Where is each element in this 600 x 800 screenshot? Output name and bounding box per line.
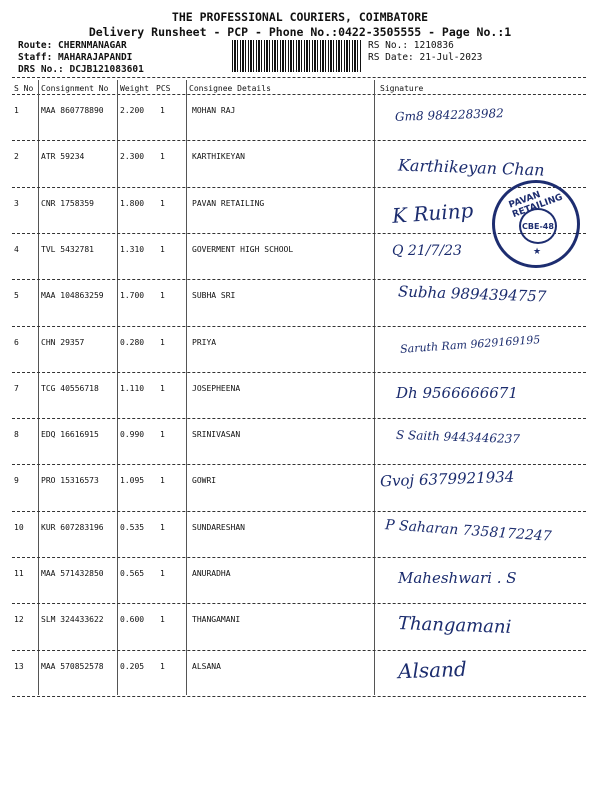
- row-weight: 1.310: [120, 244, 145, 254]
- row-sno: 13: [14, 661, 24, 671]
- row-consignee: ALSANA: [192, 661, 221, 671]
- row-consignment-no: MAA 860778890: [41, 106, 104, 115]
- col-header-consignment: Consignment No: [41, 84, 109, 93]
- row-weight: 0.280: [120, 337, 145, 347]
- row-consignee: PAVAN RETAILING: [192, 198, 265, 208]
- row-sno: 3: [14, 198, 19, 208]
- row-signature: Dh 9566666671: [396, 383, 518, 402]
- row-pcs: 1: [160, 661, 165, 671]
- col-header-signature: Signature: [380, 84, 424, 93]
- row-sno: 4: [14, 244, 19, 254]
- rs-date: RS Date: 21-Jul-2023: [368, 52, 483, 63]
- row-weight: 2.200: [120, 106, 145, 115]
- row-weight: 1.700: [120, 291, 145, 301]
- row-divider: [12, 372, 586, 373]
- route-label: Route: CHERNMANAGAR: [18, 40, 127, 51]
- row-pcs: 1: [160, 615, 165, 625]
- row-consignee: THANGAMANI: [192, 615, 241, 625]
- row-consignment-no: KUR 607283196: [41, 522, 104, 532]
- staff-label: Staff: MAHARAJAPANDI: [18, 52, 133, 63]
- row-consignment-no: CHN 29357: [41, 337, 85, 347]
- row-pcs: 1: [160, 430, 165, 440]
- row-divider: [12, 603, 586, 604]
- row-pcs: 1: [160, 152, 165, 162]
- row-consignee: MOHAN RAJ: [192, 106, 236, 115]
- row-consignee: ANURADHA: [192, 569, 231, 578]
- row-weight: 0.205: [120, 661, 145, 671]
- pavan-retailing-stamp: [492, 180, 580, 268]
- row-consignment-no: MAA 570852578: [41, 661, 104, 671]
- row-divider: [12, 464, 586, 465]
- row-sno: 5: [14, 291, 19, 301]
- row-consignment-no: PRO 15316573: [41, 476, 99, 486]
- stamp-center: CBE-48: [519, 208, 557, 244]
- row-consignee: GOVERMENT HIGH SCHOOL: [192, 244, 294, 254]
- row-weight: 2.300: [120, 152, 145, 162]
- row-weight: 0.600: [120, 615, 145, 625]
- row-sno: 11: [14, 569, 24, 578]
- row-divider: [12, 187, 586, 188]
- row-signature: Gvoj 6379921934: [379, 468, 515, 491]
- row-consignee: SUNDARESHAN: [192, 522, 245, 532]
- row-consignment-no: MAA 571432850: [41, 569, 104, 578]
- row-weight: 0.565: [120, 569, 145, 578]
- barcode: [232, 40, 362, 72]
- row-weight: 1.095: [120, 476, 145, 486]
- row-pcs: 1: [160, 198, 165, 208]
- row-signature: Alsand: [397, 656, 468, 683]
- row-signature: Maheshwari . S: [398, 569, 517, 587]
- row-signature: Q 21/7/23: [392, 242, 462, 259]
- runsheet-subtitle: Delivery Runsheet - PCP - Phone No.:0422-3505555 - Page No.:1: [88, 25, 512, 39]
- row-divider: [12, 696, 586, 697]
- row-divider: [12, 557, 586, 558]
- col-header-weight: Weight: [120, 84, 149, 93]
- company-title: THE PROFESSIONAL COURIERS, COIMBATORE: [171, 10, 429, 24]
- row-sno: 1: [14, 106, 19, 115]
- col-header-consignee: Consignee Details: [189, 84, 271, 93]
- row-consignment-no: EDQ 16616915: [41, 430, 99, 440]
- row-consignment-no: TVL 5432781: [41, 244, 94, 254]
- top-divider: [12, 77, 586, 78]
- row-sno: 2: [14, 152, 19, 162]
- row-consignee: KARTHIKEYAN: [192, 152, 245, 162]
- row-consignment-no: MAA 104863259: [41, 291, 104, 301]
- row-consignee: GOWRI: [192, 476, 217, 486]
- row-divider: [12, 418, 586, 419]
- row-sno: 8: [14, 430, 19, 440]
- row-consignee: PRIYA: [192, 337, 217, 347]
- row-weight: 1.110: [120, 383, 145, 393]
- row-divider: [12, 279, 586, 280]
- row-sno: 9: [14, 476, 19, 486]
- row-consignment-no: SLM 324433622: [41, 615, 104, 625]
- star-icon: ★: [533, 247, 542, 257]
- row-consignee: JOSEPHEENA: [192, 383, 241, 393]
- row-signature: S Saith 9443446237: [395, 427, 521, 447]
- col-header-pcs: PCS: [156, 84, 171, 93]
- row-pcs: 1: [160, 337, 165, 347]
- rs-number: RS No.: 1210836: [368, 40, 454, 51]
- col-header-sno: S No: [14, 84, 34, 93]
- row-signature: Gm8 9842283982: [394, 106, 504, 124]
- row-pcs: 1: [160, 569, 165, 578]
- row-consignment-no: CNR 1758359: [41, 198, 94, 208]
- row-sno: 6: [14, 337, 19, 347]
- row-consignment-no: TCG 40556718: [41, 383, 99, 393]
- drs-label: DRS No.: DCJB121083601: [18, 64, 144, 75]
- row-signature: P Saharan 7358172247: [384, 516, 553, 545]
- row-signature: Saruth Ram 9629169195: [399, 332, 541, 356]
- row-sno: 7: [14, 383, 19, 393]
- row-signature: Karthikeyan Chan: [397, 155, 545, 180]
- row-sno: 10: [14, 522, 24, 532]
- row-pcs: 1: [160, 244, 165, 254]
- row-divider: [12, 140, 586, 141]
- row-pcs: 1: [160, 106, 165, 115]
- row-weight: 0.990: [120, 430, 145, 440]
- stamp-text: PAVAN RETAILING: [507, 189, 565, 221]
- row-consignee: SRINIVASAN: [192, 430, 241, 440]
- row-consignment-no: ATR 59234: [41, 152, 85, 162]
- row-pcs: 1: [160, 383, 165, 393]
- row-sno: 12: [14, 615, 24, 625]
- row-pcs: 1: [160, 476, 165, 486]
- row-pcs: 1: [160, 291, 165, 301]
- header-divider: [12, 94, 586, 95]
- row-divider: [12, 326, 586, 327]
- row-weight: 0.535: [120, 522, 145, 532]
- row-divider: [12, 650, 586, 651]
- row-signature: K Ruinp: [391, 197, 475, 228]
- row-weight: 1.800: [120, 198, 145, 208]
- row-divider: [12, 511, 586, 512]
- row-consignee: SUBHA SRI: [192, 291, 236, 301]
- row-signature: Subha 9894394757: [397, 282, 547, 306]
- row-pcs: 1: [160, 522, 165, 532]
- row-signature: Thangamani: [397, 613, 512, 639]
